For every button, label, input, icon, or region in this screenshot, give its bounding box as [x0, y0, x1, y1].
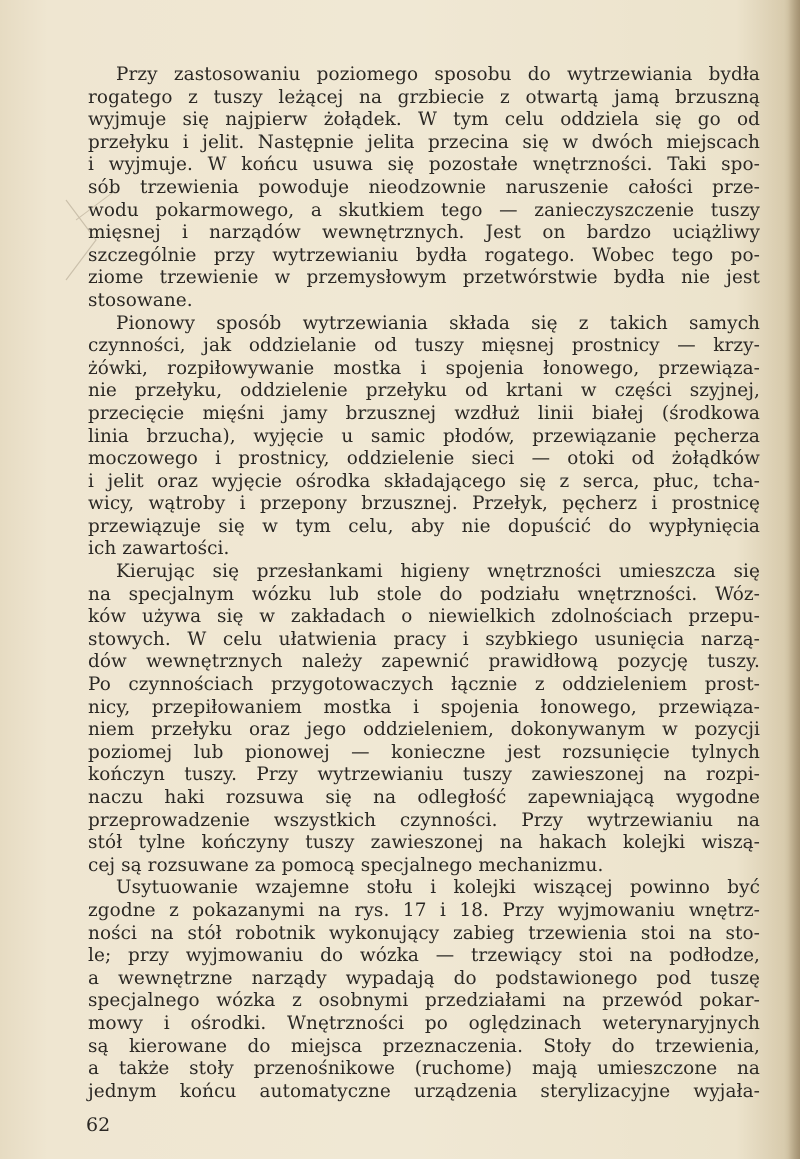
text-line: rogatego z tuszy leżącej na grzbiecie z otwartą jamą brzuszną: [88, 86, 760, 108]
text-line: Po czynnościach przygotowaczych łącznie z oddzieleniem prost-: [88, 674, 760, 696]
text-line: ków używa się w zakładach o niewielkich zdolnościach przepu-: [88, 606, 760, 628]
text-line: ich zawartości.: [88, 538, 230, 560]
text-line: i jelit oraz wyjęcie ośrodka składającego się z serca, płuc, tcha-: [88, 470, 760, 492]
text-line: ziome trzewienie w przemysłowym przetwórstwie bydła nie jest: [88, 267, 760, 289]
text-line: szczególnie przy wytrzewianiu bydła rogatego. Wobec tego po-: [88, 244, 760, 266]
text-line: zgodne z pokazanymi na rys. 17 i 18. Przy wyjmowaniu wnętrz-: [88, 899, 760, 921]
text-line: stosowane.: [88, 289, 193, 311]
paragraph: [88, 877, 760, 1103]
text-line: stół tylne kończyny tuszy zawieszonej na hakach kolejki wiszą-: [88, 832, 760, 854]
text-line: przewiązuje się w tym celu, aby nie dopuścić do wypłynięcia: [88, 515, 760, 537]
page-binding-edge: [788, 0, 800, 1159]
text-line: linia brzucha), wyjęcie u samic płodów, przewiązanie pęcherza: [88, 425, 760, 447]
text-line: wyjmuje się najpierw żołądek. W tym celu oddziela się go od: [88, 109, 760, 131]
text-line: i wyjmuje. W końcu usuwa się pozostałe wnętrzności. Taki spo-: [88, 154, 760, 176]
text-line: przełyku i jelit. Następnie jelita przecina się w dwóch miejscach: [88, 131, 760, 153]
paragraph: [88, 561, 760, 877]
text-line: naczu haki rozsuwa się na odległość zapewniającą wygodne: [88, 787, 760, 808]
page-number: 62: [86, 1114, 111, 1136]
text-line: Kierując się przesłankami higieny wnętrzności umieszcza się: [116, 561, 760, 583]
body-text: [88, 64, 760, 1103]
text-line: wicy, wątroby i przepony brzusznej. Przełyk, pęcherz i prostnicę: [88, 493, 760, 515]
text-line: na specjalnym wózku lub stole do podziału wnętrzności. Wóz-: [88, 583, 760, 605]
text-line: wodu pokarmowego, a skutkiem tego — zanieczyszczenie tuszy: [88, 199, 760, 221]
text-line: niem przełyku oraz jego oddzieleniem, dokonywanym w pozycji: [88, 719, 760, 741]
text-line: mięsnej i narządów wewnętrznych. Jest on bardzo uciążliwy: [88, 222, 760, 244]
text-line: specjalnego wózka z osobnymi przedziałami na przewód pokar-: [88, 990, 760, 1012]
text-line: ności na stół robotnik wykonujący zabieg trzewienia stoi na sto-: [88, 922, 760, 944]
text-line: a także stoły przenośnikowe (ruchome) mają umieszczone na: [88, 1058, 760, 1080]
paragraph: [88, 313, 760, 562]
text-line: kończyn tuszy. Przy wytrzewianiu tuszy zawieszonej na rozpi-: [88, 764, 760, 786]
text-line: Pionowy sposób wytrzewiania składa się z takich samych: [116, 312, 760, 334]
text-line: mowy i ośrodki. Wnętrzności po oględzinach weterynaryjnych: [88, 1012, 760, 1034]
text-line: jednym końcu automatyczne urządzenia sterylizacyjne wyjała-: [88, 1080, 760, 1102]
text-line: Przy zastosowaniu poziomego sposobu do wytrzewiania bydła: [116, 64, 760, 85]
text-line: Usytuowanie wzajemne stołu i kolejki wiszącej powinno być: [116, 877, 760, 899]
text-line: czynności, jak oddzielanie od tuszy mięsnej prostnicy — krzy-: [88, 335, 760, 357]
text-line: przecięcie mięśni jamy brzusznej wzdłuż linii białej (środkowa: [88, 402, 760, 424]
paragraph: [88, 64, 760, 313]
text-line: przeprowadzenie wszystkich czynności. Przy wytrzewianiu na: [88, 809, 760, 831]
text-line: są kierowane do miejsca przeznaczenia. Stoły do trzewienia,: [88, 1035, 760, 1057]
text-line: nicy, przepiłowaniem mostka i spojenia łonowego, przewiąza-: [88, 696, 760, 718]
text-line: poziomej lub pionowej — konieczne jest rozsunięcie tylnych: [88, 741, 760, 763]
text-line: a wewnętrzne narządy wypadają do podstawionego pod tuszę: [88, 967, 760, 989]
text-line: moczowego i prostnicy, oddzielenie sieci — otoki od żołądków: [88, 448, 760, 470]
text-line: nie przełyku, oddzielenie przełyku od krtani w części szyjnej,: [88, 380, 760, 402]
text-line: stowych. W celu ułatwienia pracy i szybkiego usunięcia narzą-: [88, 628, 760, 650]
text-line: dów wewnętrznych należy zapewnić prawidłową pozycję tuszy.: [88, 651, 760, 673]
text-line: żówki, rozpiłowywanie mostka i spojenia łonowego, przewiąza-: [88, 357, 760, 379]
text-line: le; przy wyjmowaniu do wózka — trzewiący stoi na podłodze,: [88, 945, 760, 967]
text-line: sób trzewienia powoduje nieodzownie naruszenie całości prze-: [88, 176, 760, 198]
text-line: cej są rozsuwane za pomocą specjalnego mechanizmu.: [88, 854, 604, 876]
